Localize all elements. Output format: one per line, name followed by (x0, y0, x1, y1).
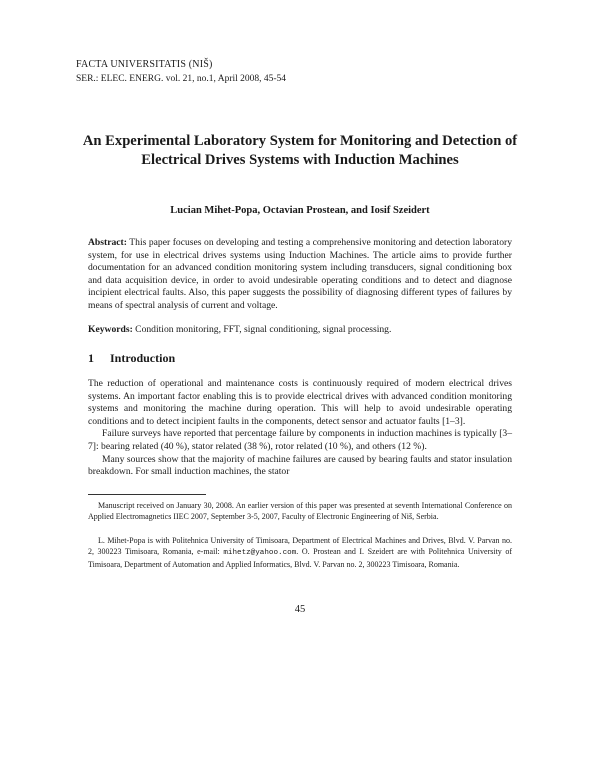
footnote-affiliation: L. Mihet-Popa is with Politehnica University of Timisoara, Department of Electrical Machines and Drives, Blvd. V. Parvan no. 2, 300223 Timisoara, Romania, e-mail: (88, 536, 512, 557)
paragraph: Failure surveys have reported that percentage failure by components in induction machines is typically [3–7]: bearing related (40 %), stator related (38 %), rotor related (10 %), and others (12 %). (88, 428, 512, 452)
abstract (88, 237, 512, 313)
email-link[interactable]: mihetz@yahoo.com (223, 549, 297, 558)
abstract-label: Abstract: (88, 237, 127, 248)
section-title: Introduction (110, 351, 176, 365)
keywords-text: Condition monitoring, FFT, signal conditioning, signal processing. (135, 324, 392, 335)
section-number: 1 (88, 351, 94, 365)
page-number: 45 (294, 604, 306, 615)
body-text (88, 378, 512, 479)
paper-authors: Lucian Mihet-Popa, Octavian Prostean, and Iosif Szeidert (170, 205, 430, 216)
footnote-rule (88, 494, 206, 495)
keywords (88, 324, 512, 337)
paragraph: The reduction of operational and maintenance costs is continuously required of modern electrical drives systems. An important factor enabling this is to provide electrical drives with advanced condition monitoring systems and monitoring the machine during operation. This will help to avoid undesirable operating conditions and to detect incipient faults in the components, detect sensor and actuator faults [1–3]. (88, 378, 512, 427)
keywords-label: Keywords: (88, 324, 133, 335)
paper-title: An Experimental Laboratory System for Monitoring and Detection of Electrical Drives Systems with Induction Machines (82, 133, 518, 168)
footnote-affiliation-cont: . O. Prostean and I. Szeidert are with Politehnica University of Timisoara, Department of Automation and Applied Informatics, Blvd. V. Parvan no. 2, 300223 Timisoara, Romania. (88, 547, 513, 570)
abstract-text: This paper focuses on developing and testing a comprehensive monitoring and detection laboratory system, for use in electrical drives systems using Induction Machines. The article aims to provide further documentation for an advanced condition monitoring system including transducers, signal conditioning box and data acquisition device, in order to avoid undesirable operating conditions and to detect and diagnose incipient electrical faults. Also, this paper suggests the possibility of diagnosing different types of failures by means of spectral analysis of current and voltage. (88, 237, 512, 311)
section-heading (88, 351, 175, 366)
footnote-text: Manuscript received on January 30, 2008. An earlier version of this paper was presented at seventh International Conference on Applied Electromagnetics IIEC 2007, September 3-5, 2007, Faculty of Electronic Engineering of Niš, Serbia. (88, 501, 512, 522)
paragraph: Many sources show that the majority of machine failures are caused by bearing faults and stator insulation breakdown. For small induction machines, the stator (88, 453, 512, 478)
journal-name: FACTA UNIVERSITATIS (NIŠ) (76, 59, 213, 70)
footnote (88, 535, 512, 571)
footnote-text (88, 535, 512, 571)
series-info: SER.: ELEC. ENERG. vol. 21, no.1, April 2008, 45-54 (76, 74, 287, 84)
footnote (88, 500, 512, 522)
